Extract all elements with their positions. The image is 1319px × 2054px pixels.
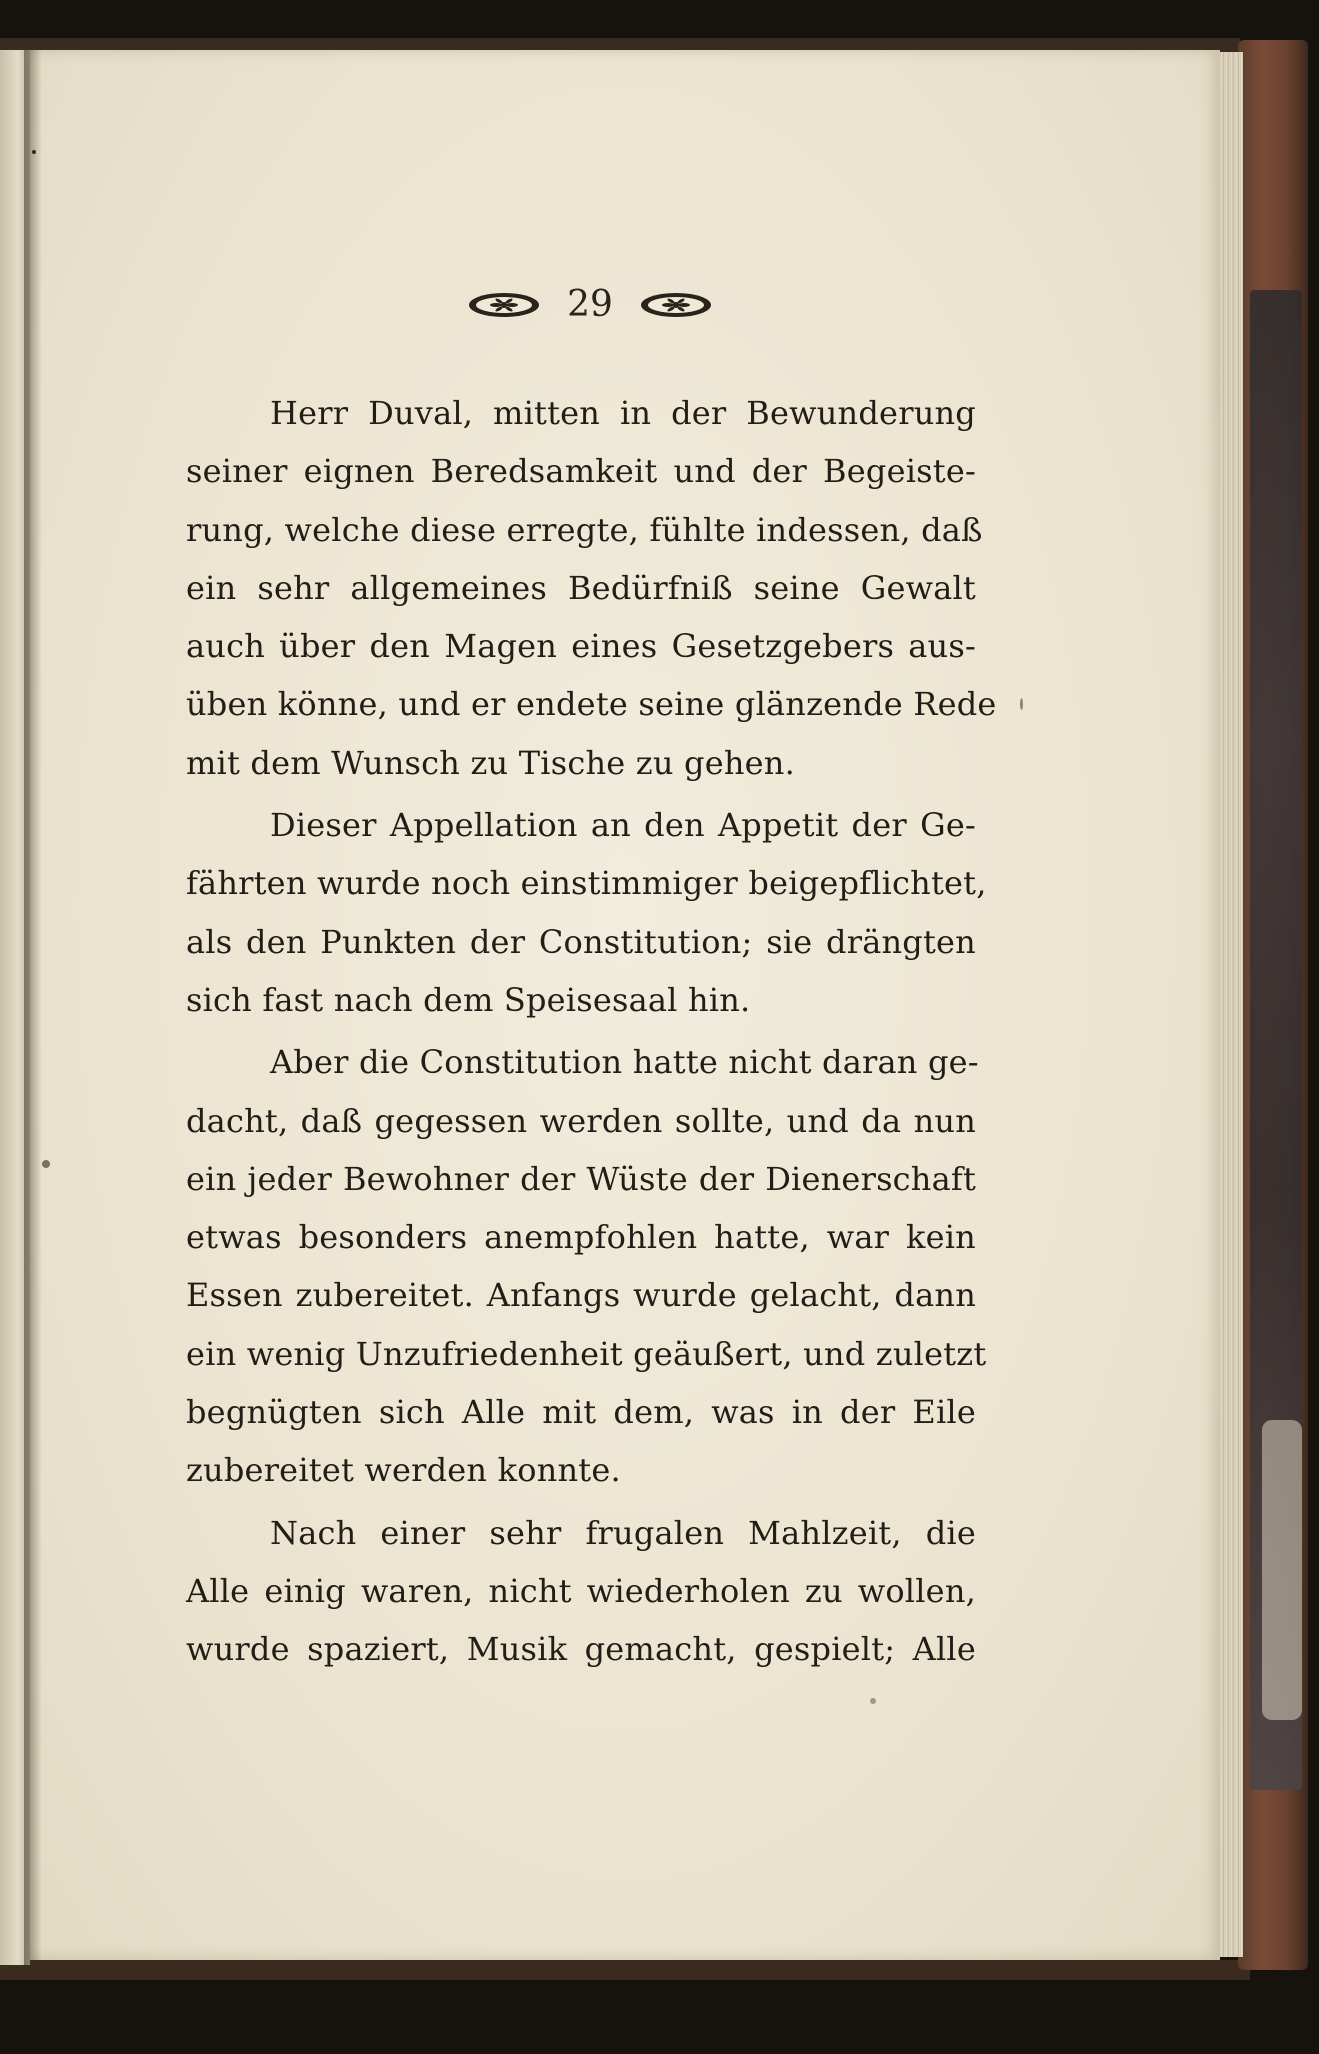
text-line: Alle einig waren, nicht wiederholen zu wollen, (186, 1571, 976, 1610)
text-line: ein wenig Unzufriedenheit geäußert, und zuletzt (186, 1334, 987, 1373)
text-line: mit dem Wunsch zu Tische zu gehen. (186, 743, 795, 782)
book-page (30, 50, 1220, 1960)
book-cover-bottom-edge (0, 1960, 1250, 1980)
text-line: auch über den Magen eines Gesetzgebers aus- (186, 627, 976, 666)
text-line: Nach einer sehr frugalen Mahlzeit, die (270, 1513, 976, 1552)
text-line: ein jeder Bewohner der Wüste der Dienerschaft (186, 1159, 976, 1198)
paper-speck (1020, 698, 1023, 710)
text-line: Essen zubereitet. Anfangs wurde gelacht, dann (186, 1276, 976, 1315)
binding-scuff (1262, 1420, 1302, 1720)
text-line: fährten wurde noch einstimmiger beigepflichtet, (186, 864, 987, 903)
text-line: Dieser Appellation an den Appetit der Ge- (270, 806, 976, 845)
paper-speck (42, 1160, 50, 1168)
paper-speck (870, 1698, 876, 1704)
text-line: rung, welche diese erregte, fühlte indessen, daß (186, 510, 983, 549)
text-line: üben könne, und er endete seine glänzende Rede (186, 685, 997, 724)
text-line: zubereitet werden konnte. (186, 1451, 621, 1490)
text-line: Aber die Constitution hatte nicht daran ge- (270, 1043, 979, 1082)
gutter-shadow (24, 50, 42, 1965)
text-line: sich fast nach dem Speisesaal hin. (186, 980, 751, 1019)
text-line: ein sehr allgemeines Bedürfniß seine Gewalt (186, 568, 976, 607)
page-header (440, 282, 740, 328)
text-line: begnügten sich Alle mit dem, was in der Eile (186, 1393, 976, 1432)
text-line: als den Punkten der Constitution; sie drängten (186, 922, 976, 961)
text-line: wurde spaziert, Musik gemacht, gespielt; Alle (186, 1630, 976, 1669)
text-line: seiner eignen Beredsamkeit und der Begeiste- (186, 452, 976, 491)
text-line: dacht, daß gegessen werden sollte, und da nun (186, 1101, 976, 1140)
rosette-ornament-icon (639, 290, 713, 320)
text-line: etwas besonders anempfohlen hatte, war kein (186, 1218, 976, 1257)
page-number: 29 (567, 284, 613, 325)
body-text (186, 384, 997, 1679)
rosette-ornament-icon (467, 290, 541, 320)
text-line: Herr Duval, mitten in der Bewunderung (270, 394, 976, 432)
